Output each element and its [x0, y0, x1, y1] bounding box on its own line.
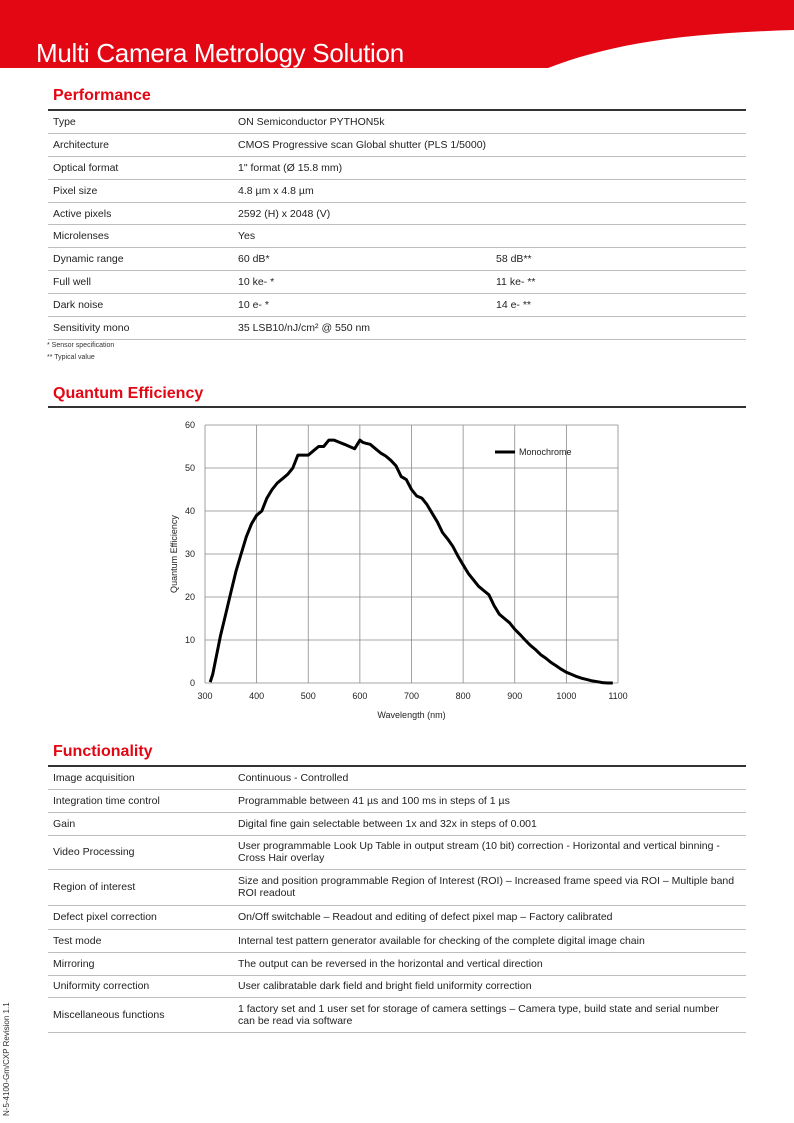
performance-value — [491, 111, 746, 133]
functionality-label: Defect pixel correction — [48, 905, 233, 929]
section-title-functionality: Functionality — [53, 743, 153, 760]
functionality-row — [48, 997, 746, 1032]
functionality-row — [48, 929, 746, 952]
functionality-label: Test mode — [48, 929, 233, 952]
performance-label: Architecture — [48, 133, 233, 156]
functionality-row — [48, 952, 746, 975]
x-tick-label: 600 — [352, 691, 368, 701]
x-axis-label: Wavelength (nm) — [377, 710, 446, 720]
performance-label: Active pixels — [48, 202, 233, 225]
x-tick-label: 500 — [300, 691, 316, 701]
legend-label: Monochrome — [519, 447, 572, 457]
functionality-value: Digital fine gain selectable between 1x and 32x in steps of 0.001 — [233, 812, 746, 835]
section-rule — [48, 406, 746, 408]
functionality-row — [48, 812, 746, 835]
performance-value: 14 e- ** — [491, 294, 746, 317]
x-tick-label: 1100 — [608, 691, 628, 701]
performance-value: 2592 (H) x 2048 (V) — [233, 202, 491, 225]
functionality-value: Continuous - Controlled — [233, 767, 746, 789]
performance-label: Sensitivity mono — [48, 317, 233, 340]
performance-value: 35 LSB10/nJ/cm² @ 550 nm — [233, 317, 491, 340]
functionality-label: Region of interest — [48, 869, 233, 905]
performance-row — [48, 294, 746, 317]
functionality-value: 1 factory set and 1 user set for storage of camera settings – Camera type, build state and serial number can be read via software — [233, 997, 746, 1032]
functionality-label: Mirroring — [48, 952, 233, 975]
functionality-value: User programmable Look Up Table in output stream (10 bit) correction - Horizontal and vertical binning - Cross Hair overlay — [233, 835, 746, 869]
functionality-row — [48, 869, 746, 905]
functionality-row — [48, 975, 746, 997]
y-tick-label: 20 — [184, 592, 195, 602]
performance-label: Full well — [48, 271, 233, 294]
performance-value: 58 dB** — [491, 248, 746, 271]
functionality-value: The output can be reversed in the horizontal and vertical direction — [233, 952, 746, 975]
performance-label: Microlenses — [48, 225, 233, 248]
y-tick-label: 60 — [184, 420, 195, 430]
x-tick-label: 400 — [249, 691, 265, 701]
functionality-row — [48, 789, 746, 812]
performance-label: Dynamic range — [48, 248, 233, 271]
performance-row — [48, 271, 746, 294]
performance-value — [491, 317, 746, 340]
functionality-value: Programmable between 41 µs and 100 ms in steps of 1 µs — [233, 789, 746, 812]
footnote-typical: ** Typical value — [47, 354, 95, 361]
performance-value: CMOS Progressive scan Global shutter (PLS 1/5000) — [233, 133, 491, 156]
document-revision-note: N-5-4100-Gm/CXP Revision 1.1 — [2, 1002, 11, 1116]
y-tick-label: 10 — [184, 635, 195, 645]
x-tick-label: 800 — [455, 691, 471, 701]
performance-row — [48, 225, 746, 248]
performance-row — [48, 156, 746, 179]
performance-value: 10 e- * — [233, 294, 491, 317]
performance-value: 10 ke- * — [233, 271, 491, 294]
performance-value — [491, 156, 746, 179]
performance-value: ON Semiconductor PYTHON5k — [233, 111, 491, 133]
functionality-label: Integration time control — [48, 789, 233, 812]
footnote-sensor: * Sensor specification — [47, 342, 115, 349]
functionality-value: On/Off switchable – Readout and editing of defect pixel map – Factory calibrated — [233, 905, 746, 929]
performance-row — [48, 317, 746, 340]
functionality-label: Image acquisition — [48, 767, 233, 789]
y-tick-label: 0 — [189, 678, 195, 688]
x-tick-label: 1000 — [556, 691, 577, 701]
functionality-row — [48, 905, 746, 929]
functionality-label: Video Processing — [48, 835, 233, 869]
y-axis-label: Quantum Efficiency — [169, 515, 179, 593]
performance-value — [491, 133, 746, 156]
y-tick-label: 50 — [184, 463, 195, 473]
performance-value: 1" format (Ø 15.8 mm) — [233, 156, 491, 179]
performance-value — [491, 202, 746, 225]
functionality-value: Internal test pattern generator available for checking of the complete digital image chain — [233, 929, 746, 952]
y-tick-label: 30 — [184, 549, 195, 559]
functionality-row — [48, 767, 746, 789]
performance-row — [48, 111, 746, 133]
quantum-efficiency-chart — [160, 412, 640, 730]
performance-label: Dark noise — [48, 294, 233, 317]
page-title: Multi Camera Metrology Solution — [36, 38, 404, 68]
section-title-performance: Performance — [53, 87, 151, 104]
header-banner — [0, 0, 794, 75]
performance-value — [491, 225, 746, 248]
performance-value: 60 dB* — [233, 248, 491, 271]
functionality-value: Size and position programmable Region of Interest (ROI) – Increased frame speed via ROI – Multiple band ROI readout — [233, 869, 746, 905]
performance-label: Optical format — [48, 156, 233, 179]
section-title-quantum-efficiency: Quantum Efficiency — [53, 385, 204, 402]
x-tick-label: 700 — [403, 691, 420, 701]
functionality-row — [48, 835, 746, 869]
functionality-table — [48, 767, 746, 1033]
x-tick-label: 900 — [507, 691, 523, 701]
performance-label: Pixel size — [48, 179, 233, 202]
performance-value: 11 ke- ** — [491, 271, 746, 294]
performance-table — [48, 111, 746, 340]
functionality-value: User calibratable dark field and bright field uniformity correction — [233, 975, 746, 997]
performance-row — [48, 248, 746, 271]
functionality-label: Miscellaneous functions — [48, 997, 233, 1032]
performance-row — [48, 179, 746, 202]
performance-row — [48, 202, 746, 225]
functionality-label: Uniformity correction — [48, 975, 233, 997]
performance-value: Yes — [233, 225, 491, 248]
performance-label: Type — [48, 111, 233, 133]
performance-value — [491, 179, 746, 202]
y-tick-label: 40 — [184, 506, 195, 516]
performance-value: 4.8 µm x 4.8 µm — [233, 179, 491, 202]
x-tick-label: 300 — [197, 691, 213, 701]
performance-row — [48, 133, 746, 156]
functionality-label: Gain — [48, 812, 233, 835]
